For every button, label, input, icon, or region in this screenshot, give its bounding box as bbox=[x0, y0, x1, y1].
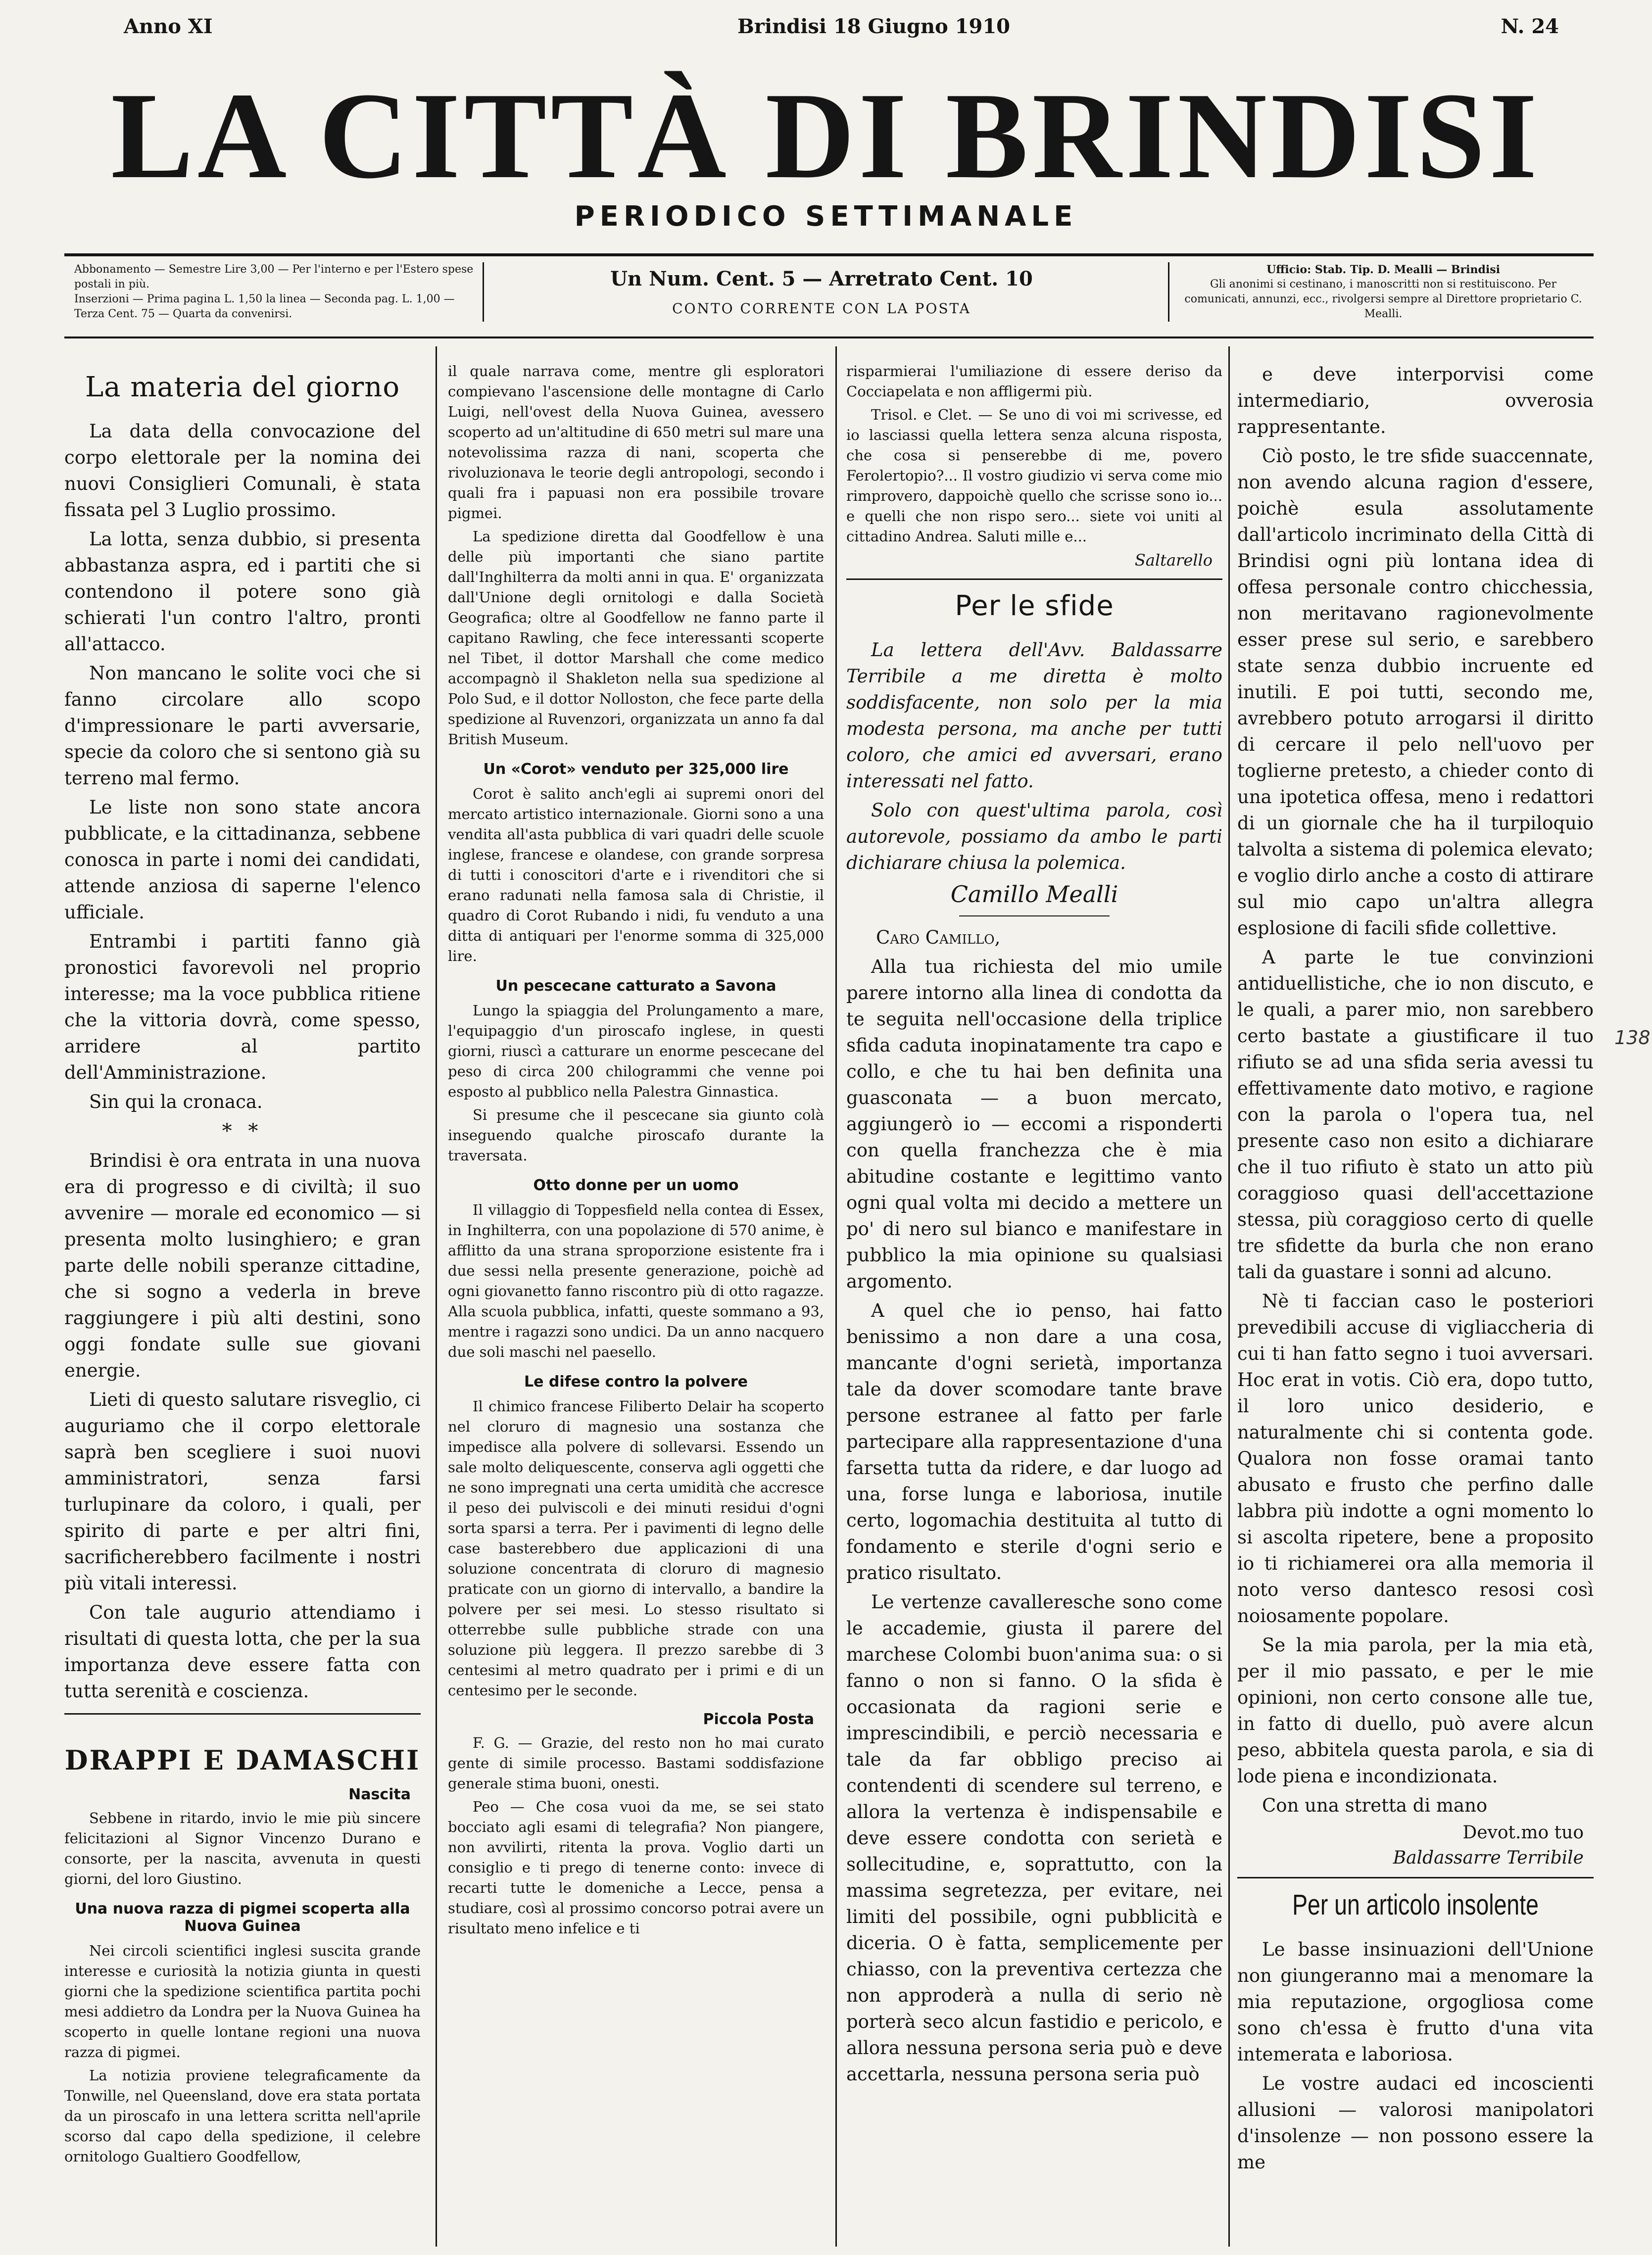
paragraph: Nè ti faccian caso le posteriori prevedibili accuse di vigliaccheria di cui ti han fatto segno i tuoi avversari. Hoc erat in votis. Ciò era, dopo tutto, il loro unico desiderio, e naturalmente chi si contenta gode. Qualora non fosse oramai tanto abusato e frusto che perfino dalle labbra più indotte a ogni momento lo si ascolta ripetere, bene a proposito io ti richiamerei ora alla memoria il noto verso dantesco resosi così noiosamente popolare. bbox=[1237, 1291, 1594, 1627]
paragraph: La lettera dell'Avv. Baldassarre Terribile a me diretta è molto soddisfacente, non solo per la mia modesta persona, ma anche per tutti coloro, che amici ed avversari, erano interessati nel fatto. bbox=[846, 639, 1222, 792]
handwritten-margin-note: 138 bbox=[1614, 1027, 1651, 1049]
article-title-insolente: Per un articolo insolente bbox=[1292, 1889, 1539, 1921]
signature-saltarello: Saltarello bbox=[1134, 551, 1213, 570]
subscription-text: Abbonamento — Semestre Lire 3,00 — Per l'interno e per l'Estero spese postali in più. bbox=[74, 263, 474, 290]
posta-continuation bbox=[846, 361, 1222, 570]
paragraph: e deve interporvisi come intermediario, ovverosia rappresentante. bbox=[1237, 364, 1594, 437]
column-divider-1 bbox=[436, 346, 437, 2247]
corot-heading: Un «Corot» venduto per 325,000 lire bbox=[483, 761, 789, 778]
paragraph: Se la mia parola, per la mia età, per il mio passato, e per le mie opinioni, non certo consone alle tue, in fatto di duello, può avere alcun peso, abbitela questa parola, e sia di lode piena e incondizionata. bbox=[1237, 1634, 1594, 1787]
paragraph: Il villaggio di Toppesfield nella contea di Essex, in Inghilterra, con una popolazione di 570 anime, è afflitto da una strana sproporzione esistente fra i due sessi nella presente generazione, poichè ad ogni giovanetto fanno riscontro più di otto ragazze. Alla scuola pubblica, infatti, queste sommano a 93, mentre i ragazzi sono undici. Da un anno nacquero due soli maschi nel paesello. bbox=[448, 1201, 824, 1360]
column-1 bbox=[64, 361, 421, 2247]
paragraph: Solo con quest'ultima parola, così autorevole, possiamo da ambo le parti dichiarare chiusa la polemica. bbox=[846, 800, 1222, 873]
postal-account-text: CONTO CORRENTE CON LA POSTA bbox=[672, 300, 971, 317]
drappi-body bbox=[64, 1786, 421, 2167]
paragraph: Corot è salito anch'egli ai supremi onori del mercato artistico internazionale. Giorni sono a una vendita all'asta pubblica di vari quadri delle scuole inglese, francese e olandese, con grande sorpresa di tutti i conoscitori d'arte e i rivenditori che si erano radunati nella famosa sala di Christie, il quadro di Corot Rubando i nidi, fu venduto a una ditta di antiquari per l'enorme somma di 325,000 lire. bbox=[448, 785, 824, 964]
paragraph: A quel che io penso, hai fatto benissimo a non dare a una cosa, mancante d'ogni serietà, importanza tale da dover scomodare tante brave persone estranee al fatto per farle partecipare alla rappresentazione d'una farsetta tutta da ridere, e dar luogo ad una, forse lunga e laboriosa, inutile certo, logomachia destituita al tutto di fondamento e sterile d'ogni serio e pratico risultato. bbox=[846, 1300, 1222, 1583]
article-title-materia: La materia del giorno bbox=[85, 371, 400, 403]
top-line bbox=[114, 11, 1559, 41]
paragraph: Sebbene in ritardo, invio le mie più sincere felicitazioni al Signor Vincenzo Durano e consorte, per la nascita, avvenuta in questi giorni, del loro Giustino. bbox=[64, 1810, 421, 1887]
signature-terribile: Baldassarre Terribile bbox=[1393, 1848, 1584, 1868]
section-rule bbox=[64, 1713, 421, 1715]
donne-heading: Otto donne per un uomo bbox=[533, 1177, 739, 1194]
paragraph: Le vostre audaci ed incoscienti allusioni — valorosi manipolatori d'insolenze — non possono essere la me bbox=[1237, 2073, 1594, 2173]
paragraph: La lotta, senza dubbio, si presenta abbastanza aspra, ed i partiti che si contendono il potere sono già schierati l'un contro l'altro, pronti all'attacco. bbox=[64, 528, 421, 655]
info-divider-right bbox=[1168, 262, 1169, 322]
paragraph: Lungo la spiaggia del Prolungamento a mare, l'equipaggio d'un piroscafo inglese, in questi giorni, riuscì a catturare un enorme pescecane del peso di circa 200 chilogrammi che venne poi esposto al pubblico nella Palestra Ginnastica. bbox=[448, 1002, 824, 1100]
paragraph: Con una stretta di mano bbox=[1262, 1795, 1488, 1816]
paragraph: Nei circoli scientifici inglesi suscita grande interesse e curiosità la notizia giunta in questi giorni che la spedizione scientifica partita pochi mesi addietro da Londra per la Nuova Guinea ha scoperto in quelle lontane regioni una nuova razza di pigmei. bbox=[64, 1942, 421, 2061]
issue-number: N. 24 bbox=[1501, 15, 1559, 38]
price-info bbox=[490, 267, 1153, 317]
section-stars: * * bbox=[222, 1120, 263, 1143]
section-rule bbox=[1237, 1877, 1594, 1878]
paragraph: La notizia proviene telegraficamente da Tonwille, nel Queensland, dove era stata portata da un piroscafo in una lettera scritta nell'aprile scorso dal capo della spedizione, il celebre ornitologo Gualtiero Goodfellow, bbox=[64, 2067, 421, 2165]
column-divider-2 bbox=[835, 346, 837, 2247]
paragraph: risparmierai l'umiliazione di essere deriso da Cocciapelata e non affligermi più. bbox=[846, 363, 1222, 400]
column-2 bbox=[448, 361, 824, 2247]
section-title-drappi: DRAPPI E DAMASCHI bbox=[64, 1744, 421, 1776]
office-text: Ufficio: Stab. Tip. D. Mealli — Brindisi bbox=[1266, 263, 1500, 276]
paragraph: Lieti di questo salutare risveglio, ci auguriamo che il corpo elettorale saprà ben scegliere i suoi nuovi amministratori, senza farsi turlupinare da coloro, i quali, per spirito di parte e per altri fini, sacrificherebbero facilmente i nostri più vitali interessi. bbox=[64, 1389, 421, 1594]
sfide-body bbox=[846, 637, 1222, 2087]
header-rule bbox=[64, 253, 1594, 256]
piccola-posta-heading: Piccola Posta bbox=[703, 1711, 814, 1728]
info-rule bbox=[64, 336, 1594, 338]
signature-mealli: Camillo Mealli bbox=[950, 881, 1118, 908]
masthead-title: LA CITTÀ DI BRINDISI bbox=[111, 67, 1541, 204]
paragraph: Le liste non sono state ancora pubblicate, e la cittadinanza, sebbene conosca in parte i nomi dei candidati, attende anziosa di saperne l'elenco ufficiale. bbox=[64, 797, 421, 923]
advertising-text: Inserzioni — Prima pagina L. 1,50 la linea — Seconda pag. L. 1,00 — Terza Cent. 75 — Quarta da convenirsi. bbox=[74, 293, 455, 320]
paragraph: Ciò posto, le tre sfide suaccennate, non avendo alcuna ragion d'essere, poichè esula assolutamente dall'articolo incriminato della Città di Brindisi ogni più lontana idea di offesa personale contro chicchessia, non meritavano ragionevolmente esser prese sul serio, e sarebbero state senza dubbio incruente ed inutili. E poi tutti, secondo me, avrebbero potuto arrogarsi il diritto di cercare il pelo nell'uovo per toglierne pretesto, a chieder conto di una ipotetica offesa, meno i redattori di un giornale che ha il turpiloquio talvolta a sistema di polemica elevato; e voglio dirlo anche a costo di attirare sul mio capo un'altra allegra esplosione di facili sfide collettive. bbox=[1237, 445, 1594, 939]
paragraph: La data della convocazione del corpo elettorale per la nomina dei nuovi Consiglieri Comunali, è stata fissata pel 3 Luglio prossimo. bbox=[64, 421, 421, 521]
issue-year: Anno XI bbox=[124, 15, 213, 38]
paragraph: F. G. — Grazie, del resto non ho mai curato gente di simile processo. Bastami soddisfazione generale stima buoni, onesti. bbox=[448, 1734, 824, 1792]
paragraph: Il chimico francese Filiberto Delair ha scoperto nel cloruro di magnesio una sostanza che impedisce alla polvere di sollevarsi. Essendo un sale molto deliquescente, conserva agli oggetti che ne sono impregnati una certa umidità che accresce il peso dei pulviscoli e dei minuti residui d'ogni sorta sparsi a terra. Per i pavimenti di legno delle case basterebbero due applicazioni di una soluzione concentrata di cloruro di magnesio praticate con un giorno di intervallo, a bandire la polvere per sei mesi. Lo stesso risultato si otterrebbe sulle pubbliche strade con una soluzione più leggera. Il prezzo sarebbe di 3 centesimi al metro quadrato per i primi e di un centesimo per le seconde. bbox=[448, 1398, 824, 1699]
info-divider-left bbox=[483, 262, 484, 322]
paragraph: Si presume che il pescecane sia giunto colà inseguendo qualche piroscafo durante la traversata. bbox=[448, 1106, 824, 1164]
paragraph: Brindisi è ora entrata in una nuova era di progresso e di civiltà; il suo avvenire — morale ed economico — si presenta molto lusinghiero; e gran parte delle nobili speranze cittadine, che si sogno a vederla in breve raggiungere i più alti destini, sono oggi fondate sulle sue giovani energie. bbox=[64, 1150, 421, 1381]
insolente-body bbox=[1237, 1936, 1594, 2175]
paragraph: Alla tua richiesta del mio umile parere intorno alla linea di condotta da te seguita nell'occasione della triplice sfida caduta inopinatamente tra capo e collo, e che tu hai ben definita una guasconata — a buon mercato, aggiungerò io — eccomi a risponderti con quella franchezza che è mia abitudine costante e legittimo vanto ogni qual volta mi decido a mettere un po' di nero sul bianco e manifestare in pubblico la mia opinione su qualsiasi argomento. bbox=[846, 956, 1222, 1292]
paragraph: Non mancano le solite voci che si fanno circolare allo scopo d'impressionare le parti avversarie, specie da coloro che si sentono già su terreno mal fermo. bbox=[64, 663, 421, 789]
article-materia-body bbox=[64, 418, 421, 1704]
column-4 bbox=[1237, 361, 1594, 2247]
letter-continuation bbox=[1237, 361, 1594, 1868]
polvere-heading: Le difese contro la polvere bbox=[524, 1373, 748, 1391]
paragraph: Le basse insinuazioni dell'Unione non giungeranno mai a menomare la mia reputazione, orgogliosa come sono ch'essa è frutto d'una vita intemerata e laboriosa. bbox=[1237, 1939, 1594, 2065]
paragraph: La spedizione diretta dal Goodfellow è una delle più importanti che siano partite dall'Inghilterra da molti anni in qua. E' organizzata dall'Unione degli ornitologi e dalla Società Geografica; oltre al Goodfellow ne fanno parte il capitano Rawling, che fece interessanti scoperte nel Tibet, il dottor Marshall che come medico accompagnò il Shakleton nella sua spedizione al Polo Sud, e il dottor Nolloston, che fece parte della spedizione al Ruvenzori, organizzata un anno fa dal British Museum. bbox=[448, 528, 824, 748]
masthead-subtitle: PERIODICO SETTIMANALE bbox=[574, 200, 1078, 233]
pescecane-heading: Un pescecane catturato a Savona bbox=[495, 977, 777, 995]
column-divider-3 bbox=[1228, 346, 1230, 2247]
paragraph: Peo — Che cosa vuoi da me, se sei stato bocciato agli esami di telegrafia? Non piangere, non avvilirti, ritenta la prova. Voglio darti un consiglio e ti prego di tenerne conto: invece di recarti tutte le domeniche a Lecce, pensa a studiare, così al prossimo concorso potrai avere un risultato meno infelice e ti bbox=[448, 1798, 824, 1937]
paragraph: Le vertenze cavalleresche sono come le accademie, giusta il parere del marchese Colombi buon'anima sua: o si fanno o non si fanno. O la sfida è occasionata da ragioni serie e imprescindibili, e perciò necessaria e tale da far obbligo preciso ai contendenti di scendere sul terreno, e allora la vertenza è indispensabile e deve essere condotta con serietà e sollecitudine, e, soprattutto, con la massima segretezza, per evitare, nei limiti del possibile, ogni pubblicità e diceria. O è fatta, semplicemente per chiasso, con la preventiva certezza che non approderà a nulla di serio nè porterà seco alcun fastidio e pericolo, e allora nessuna persona seria può e deve accettarla, nessuna persona seria può bbox=[846, 1591, 1222, 2085]
paragraph: Entrambi i partiti fanno già pronostici favorevoli nel proprio interesse; ma la voce pubblica ritiene che la vittoria dovrà, come spesso, arridere al partito dell'Amministrazione. bbox=[64, 931, 421, 1083]
pigmei-heading: Una nuova razza di pigmei scoperta alla Nuova Guinea bbox=[75, 1900, 410, 1935]
subscription-info bbox=[74, 262, 480, 322]
paragraph: A parte le tue convinzioni antiduellistiche, che io non discuto, e le quali, a parer mio, non sarebbero certo bastate a giustificare il tuo rifiuto se ad una sfida seria avessi tu effettivamente dato motivo, e ragione con la parola o l'opera tua, nel presente caso non esito a dichiarare che il tuo rifiuto è stato un atto più coraggioso quasi dell'accettazione stessa, più coraggioso certo di quelle tre sfidette da burla che non erano tali da guastare i sonni ad alcuno. bbox=[1237, 947, 1594, 1283]
column-3 bbox=[846, 361, 1222, 2247]
short-rule bbox=[959, 915, 1110, 916]
closing: Devot.mo tuo bbox=[1462, 1823, 1584, 1843]
issue-date: Brindisi 18 Giugno 1910 bbox=[737, 15, 1010, 38]
editorial-notice: Gli anonimi si cestinano, i manoscritti non si restituiscono. Per comunicati, annunzi, ecc., rivolgersi sempre al Direttore proprietario C. Mealli. bbox=[1184, 278, 1582, 320]
paragraph: Trisol. e Clet. — Se uno di voi mi scrivesse, ed io lasciassi quella lettera senza alcuna risposta, che cosa si penserebbe di me, povero Ferolertopio?... Il vostro giudizio vi serva come mio rimprovero, dappoichè quello che scrisse sono io... e quelli che non rispo sero... siete voi uniti al cittadino Andrea. Saluti mille e... bbox=[846, 406, 1222, 545]
salutation: Caro Camillo, bbox=[876, 927, 1001, 948]
nascita-heading: Nascita bbox=[348, 1786, 411, 1803]
paragraph: Sin qui la cronaca. bbox=[89, 1091, 263, 1112]
paragraph: Con tale augurio attendiamo i risultati di questa lotta, che per la sua importanza deve essere fatta con tutta serenità e coscienza. bbox=[64, 1602, 421, 1702]
price-text: Un Num. Cent. 5 — Arretrato Cent. 10 bbox=[610, 267, 1033, 290]
section-rule bbox=[846, 578, 1222, 580]
office-info bbox=[1178, 262, 1589, 322]
article-title-sfide: Per le sfide bbox=[955, 590, 1114, 622]
paragraph: il quale narrava come, mentre gli esploratori compievano l'ascensione delle montagne di Carlo Luigi, nell'ovest della Nuova Guinea, avessero scoperto ad un'altitudine di 650 metri sul mare una notevolissima razza di nani, scoperta che rivoluzionava le teorie degli antropologi, secondo i quali fra i papuasi non era possibile trovare pigmei. bbox=[448, 363, 824, 522]
